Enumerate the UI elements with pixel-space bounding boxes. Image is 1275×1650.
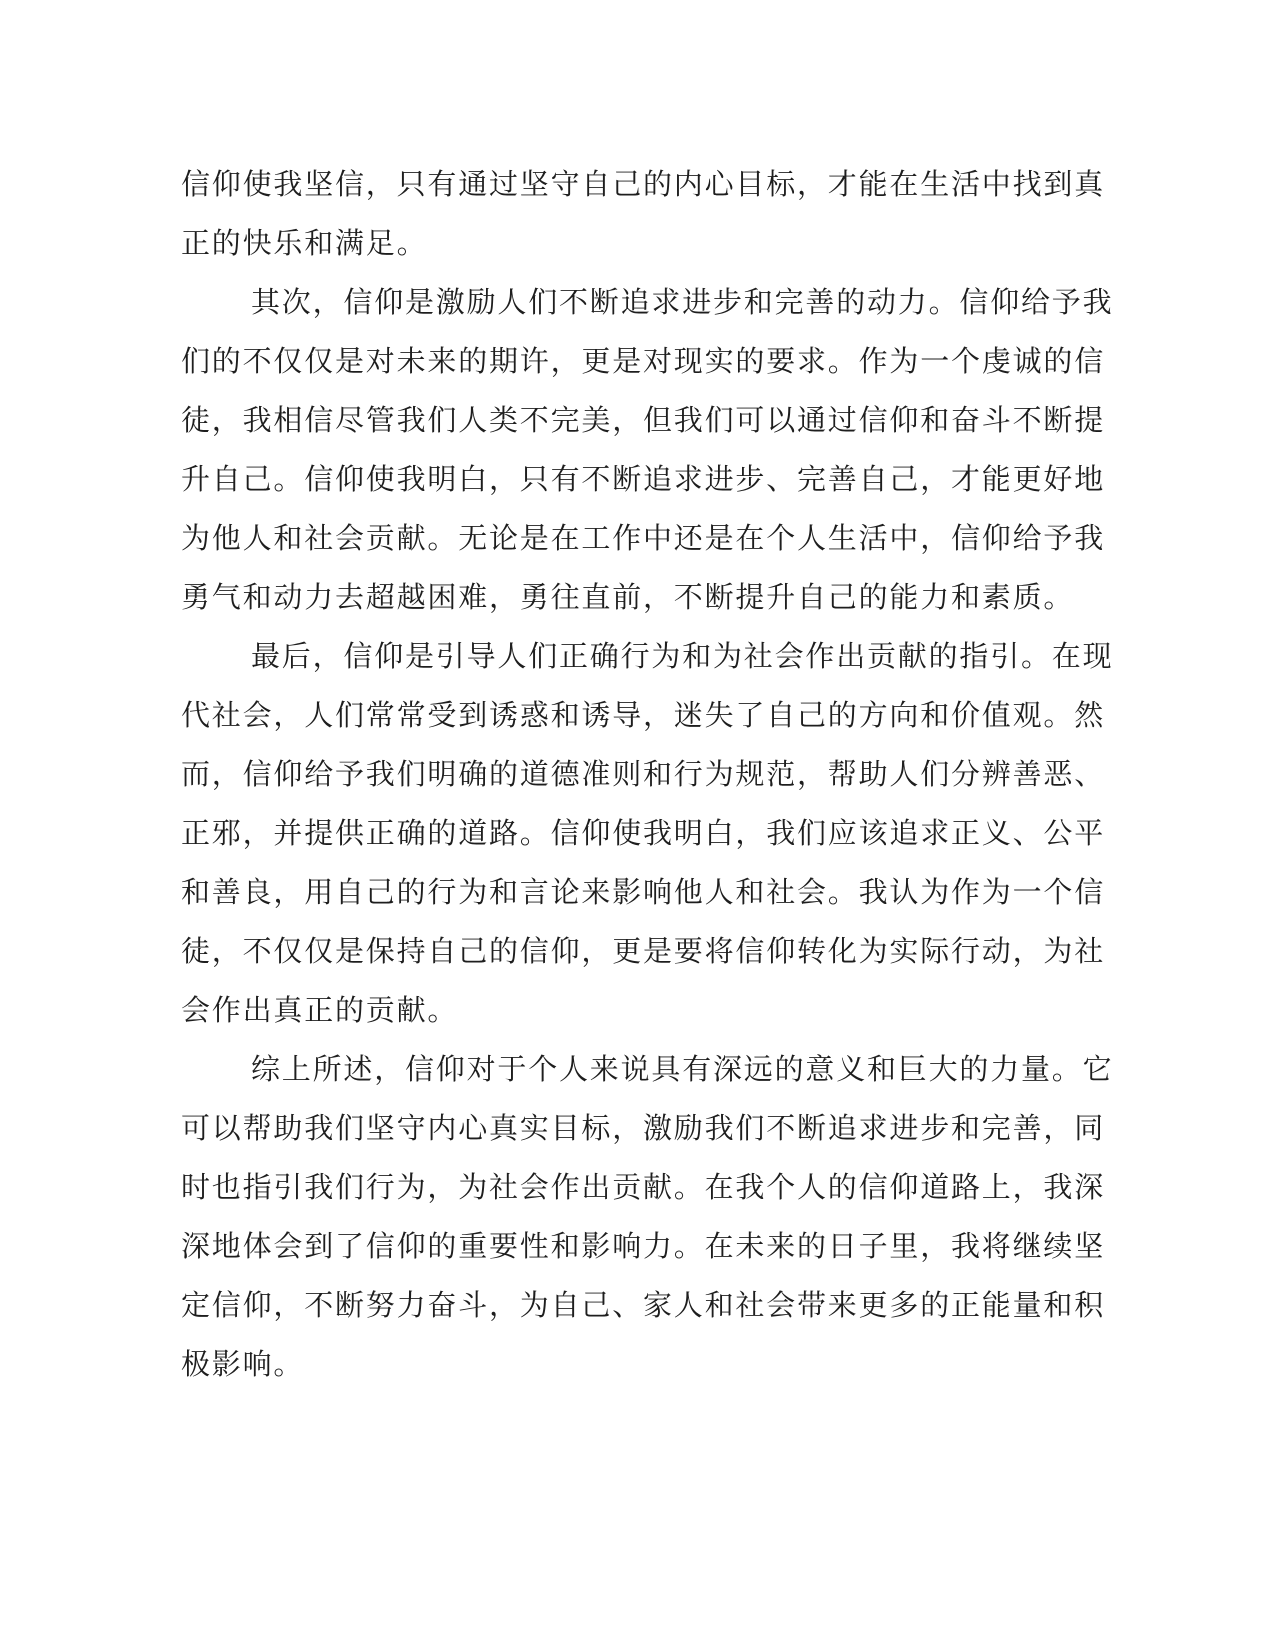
text-line: 会作出真正的贡献。 xyxy=(181,993,459,1027)
text-line: 其次，信仰是激励人们不断追求进步和完善的动力。信仰给予我 xyxy=(251,285,1114,319)
text-line: 时也指引我们行为，为社会作出贡献。在我个人的信仰道路上，我深 xyxy=(181,1170,1106,1204)
text-line: 正邪，并提供正确的道路。信仰使我明白，我们应该追求正义、公平 xyxy=(181,816,1106,850)
text-line: 最后，信仰是引导人们正确行为和为社会作出贡献的指引。在现 xyxy=(251,639,1114,673)
text-line: 代社会，人们常常受到诱惑和诱导，迷失了自己的方向和价值观。然 xyxy=(181,698,1106,732)
text-line: 徒，我相信尽管我们人类不完美，但我们可以通过信仰和奋斗不断提 xyxy=(181,403,1106,437)
text-line: 可以帮助我们坚守内心真实目标，激励我们不断追求进步和完善，同 xyxy=(181,1111,1106,1145)
text-line: 定信仰，不断努力奋斗，为自己、家人和社会带来更多的正能量和积 xyxy=(181,1288,1106,1322)
paragraph xyxy=(181,1040,1114,1394)
text-line: 而，信仰给予我们明确的道德准则和行为规范，帮助人们分辨善恶、 xyxy=(181,757,1106,791)
text-line: 极影响。 xyxy=(181,1347,305,1381)
paragraph xyxy=(181,273,1114,627)
text-line: 综上所述，信仰对于个人来说具有深远的意义和巨大的力量。它 xyxy=(251,1052,1114,1086)
text-line: 们的不仅仅是对未来的期许，更是对现实的要求。作为一个虔诚的信 xyxy=(181,344,1106,378)
paragraph xyxy=(181,155,1106,273)
document-body xyxy=(181,155,1114,1394)
paragraph xyxy=(181,627,1114,1040)
text-line: 勇气和动力去超越困难，勇往直前，不断提升自己的能力和素质。 xyxy=(181,580,1075,614)
text-line: 和善良，用自己的行为和言论来影响他人和社会。我认为作为一个信 xyxy=(181,875,1106,909)
text-line: 为他人和社会贡献。无论是在工作中还是在个人生活中，信仰给予我 xyxy=(181,521,1106,555)
text-line: 正的快乐和满足。 xyxy=(181,226,428,260)
text-line: 升自己。信仰使我明白，只有不断追求进步、完善自己，才能更好地 xyxy=(181,462,1106,496)
text-line: 徒，不仅仅是保持自己的信仰，更是要将信仰转化为实际行动，为社 xyxy=(181,934,1106,968)
text-line: 深地体会到了信仰的重要性和影响力。在未来的日子里，我将继续坚 xyxy=(181,1229,1106,1263)
text-line: 信仰使我坚信，只有通过坚守自己的内心目标，才能在生活中找到真 xyxy=(181,167,1106,201)
